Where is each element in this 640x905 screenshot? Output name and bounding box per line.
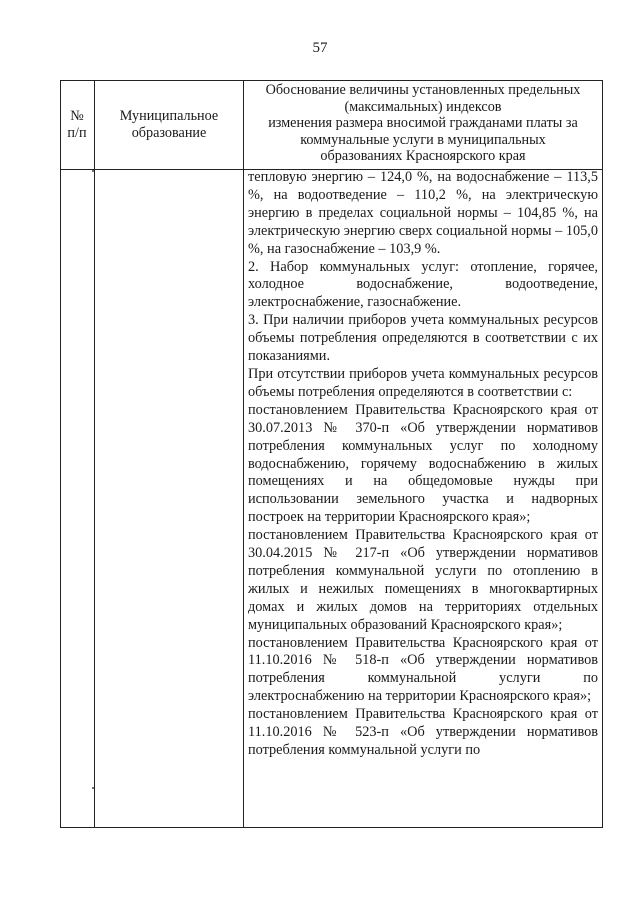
column-divider-2 [243,80,244,828]
header-municipality [94,108,244,141]
column-divider-1 [94,80,95,828]
header-justification-line1: Обоснование величины установленных предельных [265,82,581,98]
header-number-line2: п/п [67,124,87,141]
paragraph-services-set: 2. Набор коммунальных услуг: отопление, горячее, холодное водоснабжение, водоотведение, электроснабжение, газоснабжение. [248,258,598,311]
paragraph-resolution-370: постановлением Правительства Красноярского края от 30.07.2013 № 370-п «Об утверждении нормативов потребления коммунальных услуг по холодному водоснабжению, горячему водоснабжению в жилых помещениях и на общедомовые нужды при использовании земельного участка и надворных построек на территории Красноярского края»; [248,401,598,526]
table-border-left [60,80,61,828]
paragraph-meters-absent: При отсутствии приборов учета коммунальных ресурсов объемы потребления определяются в соответствии с: [248,365,598,400]
scan-mark [92,170,94,172]
scan-mark [92,787,94,789]
header-justification-line3: изменения размера вносимой гражданами платы за [268,115,578,131]
paragraph-meters-present: 3. При наличии приборов учета коммунальных ресурсов объемы потребления определяются в соответствии с их показаниями. [248,312,598,365]
paragraph-tariffs: тепловую энергию – 124,0 %, на водоснабжение – 113,5 %, на водоотведение – 110,2 %, на электрическую энергию в пределах социальной нормы – 104,85 %, на электрическую энергию сверх социальной нормы – 105,0 %, на газоснабжение – 103,9 %. [248,169,598,257]
header-municipality-line2: образование [131,124,207,141]
paragraph-resolution-523: постановлением Правительства Красноярского края от 11.10.2016 № 523-п «Об утверждении нормативов потребления коммунальной услуги по [248,706,598,758]
header-number [60,108,94,141]
header-justification [244,82,602,165]
paragraph-resolution-217: постановлением Правительства Красноярского края от 30.04.2015 № 217-п «Об утверждении нормативов потребления коммунальной услуги по отоплению в жилых и нежилых помещениях в многоквартирных домах и жилых домов на территориях отдельных муниципальных образований Красноярского края»; [248,527,598,633]
justification-text [248,169,598,760]
header-justification-line4: коммунальные услуги в муниципальных [300,131,546,148]
header-justification-line5: образованиях Красноярского края [320,148,526,164]
header-justification-line2: (максимальных) индексов [344,98,502,115]
header-number-line1: № [70,108,84,124]
header-municipality-line1: Муниципальное [119,108,219,124]
paragraph-resolution-518: постановлением Правительства Красноярского края от 11.10.2016 № 518-п «Об утверждении нормативов потребления коммунальной услуги по электроснабжению на территории Красноярского края»; [248,634,598,705]
page-number: 57 [312,40,328,56]
